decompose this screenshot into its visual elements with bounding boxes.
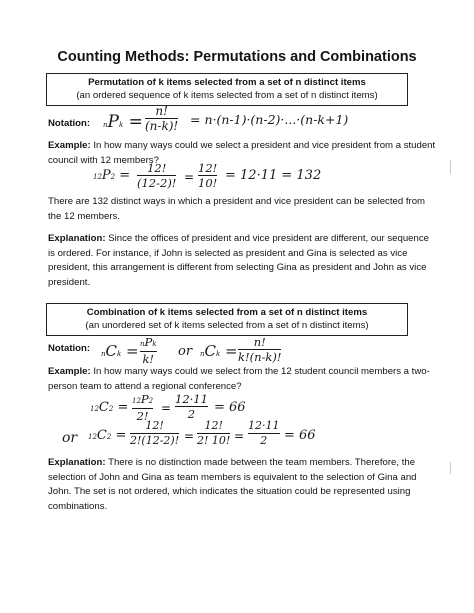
permutation-box-subheading: (an ordered sequence of k items selected from a set of n distinct items) [76,89,378,101]
combination-notation-fraction-2: n! k!(n-k)! [238,335,282,364]
permutation-work-fraction-1: 12! (12-2)! [137,161,177,190]
combination-work-result-2: = 66 [284,428,316,443]
permutation-example-text: In how many ways could we select a president and vice president from a student council with 12 members? [48,140,436,166]
combination-work-fraction-1: 12P2 2! [132,392,154,423]
combination-example-label: Example: [48,366,91,377]
combination-notation-label: Notation: [48,343,91,354]
combination-work-fraction-3: 12! 2!(12-2)! [130,419,180,447]
combination-box-heading: Combination of k items selected from a set of n distinct items [86,307,368,318]
npk-symbol: nPk = [103,112,143,132]
scan-edge-mark [450,462,451,474]
permutation-box-heading: Permutation of k items selected from a set of n distinct items [88,77,366,88]
combination-definition-box [46,303,408,336]
combination-explanation [48,456,438,514]
permutation-explanation [48,232,438,290]
12c2-symbol-2: 12C2 = [88,428,127,443]
nck-symbol-2: nCk = [200,342,238,360]
permutation-definition-box [46,73,408,106]
permutation-example-label: Example: [48,140,91,151]
combination-work-fraction-5: 12·11 2 [248,419,280,447]
combination-work-result-1: = 66 [214,400,246,415]
combination-example [48,365,438,394]
worksheet-page: Counting Methods: Permutations and Combinations Permutation of k items selected from a set of n distinct items (an ordered sequence of k items selected from a set of n distinct items) Notation: nPk = n! (n-k)! = n·(n-1)·(n-2)·...·(n-k+1) Example: In how many ways could we select a president and vice president from a student council with 12 members? 12P2 = 12! (12-2)! = 12! 10! = 12·11 = 132 There are 132 distinct ways in which a president and vice president can be selected from the 12 members. Explanation: Since the offices of president and vice president are different, our sequence is ordered. For instance, if John is selected as president and Gina is selected as vice president, this arrangement is different from selecting Gina as president and John as vice president. Combination of k items selected from a set of n distinct items (an unordered set of k items selected from a set of n distinct items) Notation: nCk = nPk k! or nCk = n! k!(n-k)! Example: In how many ways could we select from the 12 student council members a two-person team to attend a regional conference? 12C2 = 12P2 2! = 12·11 2 = 66 or 12C2 = 12! 2!(12-2)! = 12! 2! 10! = 12·11 2 = 66 Explanation: There is no distinction made between the team members. Therefore, the selection of John and Gina as team members is equivalent to the selection of Gina and John. The set is not ordered, which indicates the situation could be represented using combinations. [0,0,474,613]
combination-work-fraction-2: 12·11 2 [175,392,208,421]
permutation-explanation-text: Since the offices of president and vice president are different, our sequence is ordered. For instance, if John is selected as president and Gina is selected as vice president, this arrangement is different from selecting Gina as president and John as vice president. [48,233,429,288]
permutation-explanation-label: Explanation: [48,233,106,244]
nck-symbol: nCk = [101,342,139,360]
combination-work-fraction-4: 12! 2! 10! [197,419,231,447]
permutation-work-result: = 12·11 = 132 [225,168,322,183]
12p2-symbol: 12P2 = [93,168,131,183]
combination-explanation-label: Explanation: [48,457,106,468]
permutation-notation-label: Notation: [48,118,91,129]
page-title: Counting Methods: Permutations and Combinations [57,49,417,65]
combination-example-text: In how many ways could we select from the 12 student council members a two-person team to attend a regional conference? [48,366,430,392]
permutation-expansion: = n·(n-1)·(n-2)·...·(n-k+1) [190,112,349,127]
12c2-symbol: 12C2 = [90,400,129,415]
permutation-work-fraction-2: 12! 10! [198,161,218,190]
permutation-result: There are 132 distinct ways in which a president and vice president can be selected from the 12 members. [48,196,426,222]
combination-box-subheading: (an unordered set of k items selected from a set of n distinct items) [85,319,369,331]
or-text-2: or [62,430,78,446]
scan-edge-mark [450,160,451,174]
combination-explanation-text: There is no distinction made between the team members. Therefore, the selection of John and Gina as team members is equivalent to the selection of Gina and John. The set is not ordered, which indicates the situation could be represented using combinations. [48,457,417,512]
or-text: or [178,344,193,359]
combination-notation-fraction-1: nPk k! [140,335,157,366]
permutation-notation-fraction: n! (n-k)! [145,104,179,133]
permutation-example [48,139,438,168]
